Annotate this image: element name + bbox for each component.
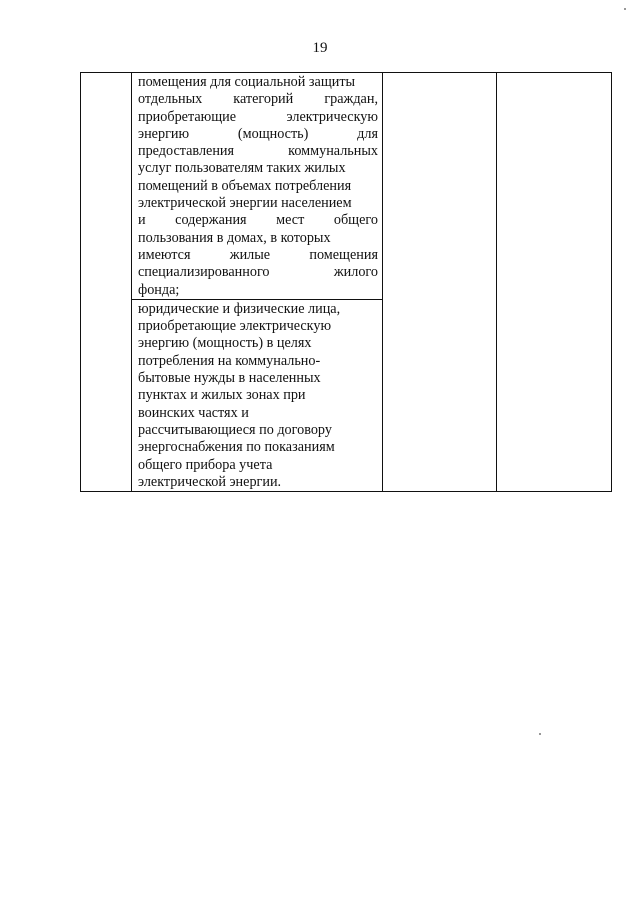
text-word: общего	[333, 212, 378, 229]
text-word: отдельных	[138, 91, 203, 108]
text-line: помещения для социальной защиты	[138, 74, 356, 90]
text-word: и	[138, 212, 146, 229]
text-line	[138, 212, 378, 229]
text-line: пользования в домах, в которых	[138, 229, 331, 246]
text-word: граждан,	[324, 91, 378, 108]
text-line	[138, 247, 378, 264]
text-line: энергию (мощность) в целях	[138, 335, 312, 352]
text-word: помещения	[309, 246, 378, 263]
description-block-2	[132, 299, 382, 491]
text-word: мест	[276, 212, 305, 229]
text-line: юридические и физические лица,	[138, 300, 341, 317]
text-word: жилого	[333, 264, 378, 281]
text-word: для	[357, 125, 378, 142]
table-cell-description	[132, 73, 383, 492]
table-row	[81, 73, 612, 492]
text-line: фонда;	[138, 281, 180, 298]
text-line: воинских частях и	[138, 404, 249, 421]
text-line	[138, 143, 378, 160]
table-cell-empty-1	[383, 73, 497, 492]
text-word: электрическую	[286, 108, 378, 125]
text-line: потребления на коммунально-	[138, 352, 321, 369]
text-line: энергоснабжения по показаниям	[138, 439, 335, 456]
text-word: (мощность)	[237, 125, 309, 142]
text-word: коммунальных	[288, 143, 378, 160]
text-line: пунктах и жилых зонах при	[138, 387, 306, 404]
scan-speck	[539, 733, 541, 735]
text-line	[138, 264, 378, 281]
text-line	[138, 109, 378, 126]
text-line: электрической энергии населением	[138, 195, 352, 212]
text-word: имеются	[138, 246, 191, 263]
table-cell-number	[81, 73, 132, 492]
text-word: приобретающие	[138, 108, 237, 125]
text-line: рассчитывающиеся по договору	[138, 421, 332, 438]
text-word: специализированного	[138, 264, 270, 281]
tariff-table	[80, 72, 612, 492]
scan-speck	[624, 8, 626, 10]
text-line: бытовые нужды в населенных	[138, 370, 321, 387]
text-line	[138, 126, 378, 143]
text-line	[138, 91, 378, 108]
text-line: приобретающие электрическую	[138, 318, 332, 335]
text-word: содержания	[175, 212, 247, 229]
text-line: услуг пользователям таких жилых	[138, 160, 346, 177]
description-block-1	[132, 73, 382, 299]
page-number: 19	[312, 40, 328, 56]
table-cell-empty-2	[497, 73, 612, 492]
text-word: жилые	[229, 246, 271, 263]
text-line: помещений в объемах потребления	[138, 177, 352, 194]
text-word: предоставления	[138, 143, 235, 160]
text-line: электрической энергии.	[138, 473, 282, 490]
text-word: энергию	[138, 125, 190, 142]
text-word: категорий	[233, 91, 294, 108]
text-line: общего прибора учета	[138, 456, 273, 473]
